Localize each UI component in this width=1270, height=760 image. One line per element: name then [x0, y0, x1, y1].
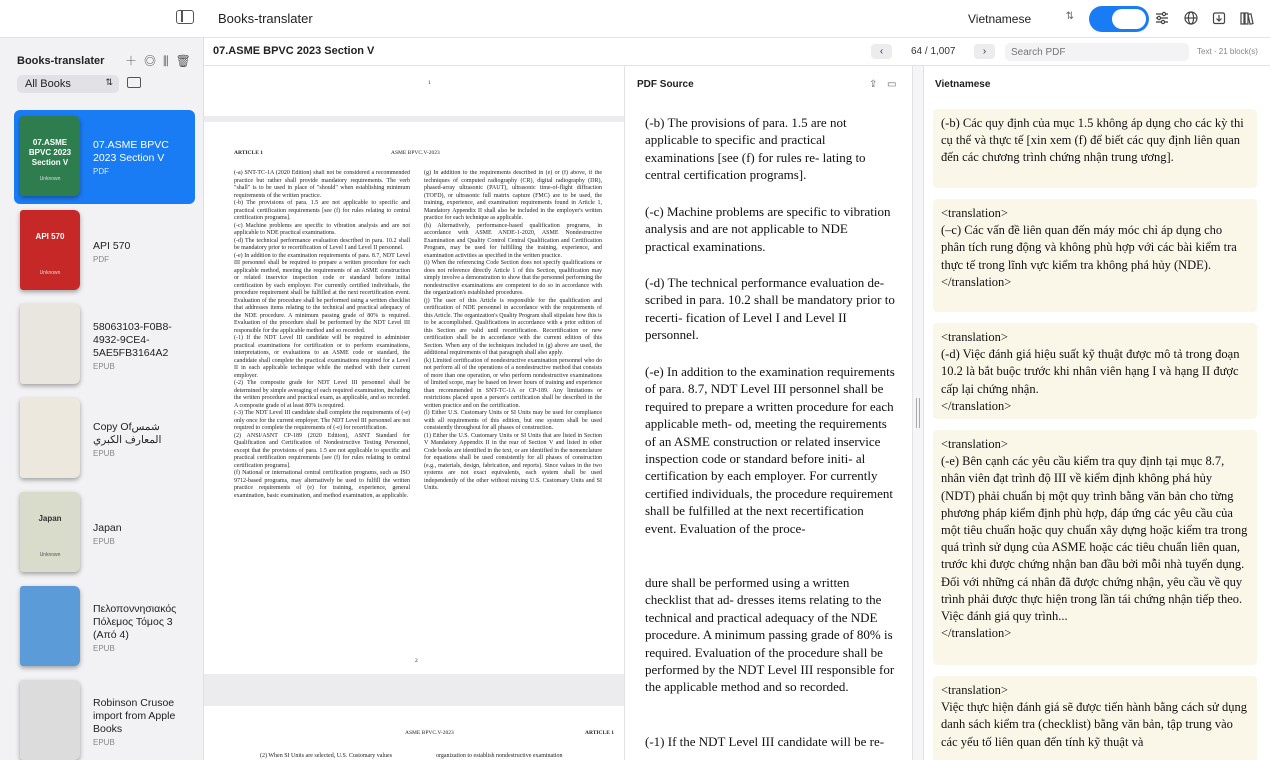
book-item[interactable]	[14, 110, 195, 204]
translation-text: (-b) Các quy định của mục 1.5 không áp dụng cho các kỳ thi cụ thể và thực tế [xin xem (f) để biết các quy định liên quan đến các chương trình chứng nhận trung ương].	[941, 116, 1247, 165]
book-title: API 570	[93, 239, 131, 252]
document-title: 07.ASME BPVC 2023 Section V	[213, 45, 375, 57]
page-number: 2	[415, 658, 418, 664]
page-header-right: ARTICLE 1	[585, 730, 614, 736]
book-cover-title: 07.ASME BPVC 2023 Section V	[28, 138, 72, 167]
pdf-right-column: (g) In addition to the requirements described in (e) or (f) above, if the techniques of computed radiography (CR), digital radiography (DR), phased-array ultrasonic (PAUT), ultrasonic time-of-flight diffraction (TOFD), or ultrasonic full matrix capture (FMC) are to be used, the training, experience, and examination requirements found in Article 1, Mandatory Appendix II shall also be included in the employer's written practice for each technique as applicable. (h) Alternatively, performance-based qualification programs, in accordance with ASME ANDE-1-2020, ASME Nondestructive Examination and Quality Control Central Qualification and Certification Program, may be used for fulfilling the training, experience, and examination activities as specified in the written practice. (i) When the referencing Code Section does not specify qualifications or does not reference directly Article 1 of this Section, qualification may simply involve a demonstration to show that the personnel performing the nondestructive examinations are competent to do so in accordance with the organization's established procedures. (j) The user of this Article is responsible for the qualification and certification of NDE personnel in accordance with the requirements of this Article. The organization's Quality Program shall stipulate how this is to be accomplished. Qualifications in accordance with a prior edition of this Section are valid until recertification. Recertification or new certification shall be in accordance with the current edition of this Section. When any of the techniques included in (g) above are used, the additional requirements of that paragraph shall also apply. (k) Limited certification of nondestructive examination personnel who do not perform all of the operations of a nondestructive method that consists of more than one operation, or who perform nondestructive examinations of limited scope, may be based on fewer hours of training and experience than recommended in SNT-TC-1A or CP-189. Any limitations or restrictions placed upon a person's certification shall be described in the written practice and on the certification. (l) Either U.S. Customary Units or SI Units may be used for compliance with all requirements of this edition, but one system shall be used consistently throughout for all phases of construction. (1) Either the U.S. Customary Units or SI Units that are listed in Section V Mandatory Appendix II in the rear of Section V and listed in other Code books are identified in the text, or are identified in the nomenclature for equations shall be used consistently for all phases of construction (e.g., materials, design, fabrication, and reports). Since values in the two systems are not exact equivalents, each system shall be used independently of the other without mixing U.S. Customary Units and SI Units.	[424, 170, 602, 491]
share-icon[interactable]: ⇪	[869, 79, 878, 90]
book-cover-author: Unknown	[39, 176, 61, 182]
translation-card[interactable]	[933, 430, 1257, 665]
globe-icon[interactable]	[1182, 10, 1200, 28]
book-format: EPUB	[93, 536, 115, 546]
translation-card[interactable]	[933, 676, 1257, 760]
translate-toggle[interactable]	[1089, 6, 1149, 32]
grip-icon	[916, 398, 920, 428]
source-paragraph: (-c) Machine problems are specific to vibration analysis and are not applicable to NDE practical examinations.	[645, 204, 891, 254]
books-icon[interactable]: ⫼	[163, 54, 176, 68]
book-cover	[20, 210, 80, 290]
translation-text: <translation> (–c) Các vấn đề liên quan đến máy móc chỉ áp dụng cho phân tích rung động và không phù hợp với các bài kiểm tra thực tế trong lĩnh vực kiểm tra không phá hủy (NDE). </translation>	[941, 206, 1237, 289]
globe-small-icon[interactable]: ◎	[144, 54, 164, 68]
pdf-left-column: (-a) SNT-TC-1A (2020 Edition) shall not be considered a recommended practice but rather shall provide mandatory requirements. The verb "shall" is to be used in place of "should" when establishing minimum requirements of the written practice. (-b) The provisions of para. 1.5 are not applicable to specific and practical certification requirements [see (f) for rules relating to central certification programs]. (-c) Machine problems are specific to vibration analysis and are not applicable to NDE practical examinations. (-d) The technical performance evaluation described in para. 10.2 shall be mandatory prior to recertification of Level I and Level II personnel. (-e) In addition to the examination requirements of para. 8.7, NDT Level III personnel shall be required to prepare a written procedure for each applicable method, meeting the requirements of an ASME construction or related inservice inspection code or standard before initial certification by each employer. For currently certified individuals, the procedure requirement shall be fulfilled at the next recertification event. Evaluation of the procedure shall be performed using a written checklist that addresses items relating to the technical and practical adequacy of the NDE procedure. A minimum passing grade of 80% is required. Evaluation of the procedure shall be performed by the NDT Level III responsible for the applicable method and so recorded. (-1) If the NDT Level III candidate will be required to administer practical examinations for certification or to perform examinations, interpretations, or evaluations to an ASME code or standard, the candidate shall complete the practical examinations required for a Level II in each applicable technique while the method with their current employer. (-2) The composite grade for NDT Level III personnel shall be determined by simple averaging of each required examination, including the written procedure and practical exam, as applicable, and so recorded. A composite grade of at least 80% is required. (-3) The NDT Level III candidate shall complete the requirements of (-e) only once for the current employer. The NDT Level III personnel are not required to complete the requirements of (-e) for recertification. (2) ANSI/ASNT CP-189 (2020 Edition), ASNT Standard for Qualification and Certification of Nondestructive Testing Personnel, except that the provisions of para. 1.5 are not applicable to specific and practical certification requirements [see (f) for rules relating to central certification programs]. (f) National or international central certification programs, such as ISO 9712-based programs, may alternatively be used to fulfill the written practice requirements of (e) for training, experience, general examination, basic examination, and method examination, as applicable.	[234, 170, 410, 499]
source-paragraph: (-b) The provisions of para. 1.5 are not applicable to specific and practical examinations [see (f) for rules re- lating to central certification programs].	[645, 115, 866, 183]
panel-toggle-icon[interactable]: ▭	[887, 79, 897, 90]
translation-text: <translation> (-e) Bên cạnh các yêu cầu kiểm tra quy định tại mục 8.7, nhân viên đạt trình độ III về kiểm định không phá hủy (NDT) phải chuẩn bị một quy trình bằng văn bản cho từng phương pháp kiểm định phù hợp, đáp ứng các yêu cầu của một tiêu chuẩn hoặc quy chuẩn xây dựng hoặc kiểm tra trong quá trình sử dụng của ASME hoặc các tiêu chuẩn liên quan, trước khi được chứng nhận ban đầu bởi mỗi nhà tuyển dụng. Đối với những cá nhân đã được chứng nhận, yêu cầu về quy trình phải được thực hiện trong lần tái chứng nhận tiếp theo. Việc đánh giá quy trình... </translation>	[941, 437, 1248, 641]
sidebar-title: Books-translater	[17, 55, 105, 67]
next-page-button[interactable]: ›	[974, 44, 995, 59]
book-item[interactable]	[14, 674, 195, 760]
download-icon[interactable]	[1210, 10, 1228, 28]
document-header	[204, 38, 1270, 66]
source-paragraph: (-1) If the NDT Level III candidate will be re-	[645, 734, 885, 749]
toggle-knob	[1112, 9, 1146, 29]
up-down-chevron-icon: ⇅	[105, 77, 113, 87]
source-paragraph: dure shall be performed using a written checklist that ad- dresses items relating to the technical and practical adequacy of the NDE procedure. A minimum passing grade of 80% is required. Evaluation of the procedure shall be performed by the NDT Level III responsible for the applicable method and so recorded.	[645, 575, 895, 695]
translation-text: <translation> (-d) Việc đánh giá hiệu suất kỹ thuật được mô tả trong đoạn 10.2 là bắt buộc trước khi nhân viên hạng I và hạng II được cấp lại chứng nhận. </translation>	[941, 330, 1240, 413]
language-select-value: Vietnamese	[968, 12, 1032, 26]
trash-icon[interactable]: 🗑	[175, 54, 198, 68]
library-icon[interactable]	[1238, 10, 1256, 28]
book-cover	[20, 398, 80, 478]
book-filter-value: All Books	[25, 78, 71, 90]
page-counter: 64 / 1,007	[911, 46, 956, 57]
page-header-left: ARTICLE 1	[234, 150, 263, 156]
sidebar-toggle-icon[interactable]	[176, 10, 194, 24]
book-cover	[20, 492, 80, 572]
previous-page-button[interactable]: ‹	[871, 44, 892, 59]
language-select[interactable]	[960, 7, 1080, 31]
source-paragraph: (-e) In addition to the examination requirements of para. 8.7, NDT Level III personnel shall be required to prepare a written procedure for each applicable meth- od, meeting the requirements of an ASME construction or related inservice inspection code or standard before initi- al certification by each employer. For currently certified individuals, the procedure requirement shall be fulfilled at the next recertification event. Evaluation of the proce-	[645, 364, 895, 536]
book-item[interactable]	[14, 486, 195, 580]
pdf-left-fragment: (2) When SI Units are selected, U.S. Customary values	[260, 753, 393, 759]
blocks-info: Text · 21 block(s)	[1197, 47, 1258, 56]
page-header-right: ASME BPVC.V-2023	[391, 150, 440, 156]
app-title: Books-translater	[218, 11, 313, 26]
book-format: EPUB	[93, 643, 115, 653]
book-format: EPUB	[93, 737, 115, 747]
translation-text: <translation> Việc thực hiện đánh giá sẽ được tiến hành bằng cách sử dụng danh sách kiểm tra (checklist) bằng văn bản, tập trung vào các yếu tố liên quan đến tính kỹ thuật và	[941, 683, 1247, 749]
book-item[interactable]	[14, 392, 195, 486]
pdf-page-1	[204, 66, 624, 116]
book-item[interactable]	[14, 298, 195, 392]
book-cover-author: Unknown	[39, 552, 61, 558]
up-down-chevron-icon: ⇅	[1065, 11, 1074, 22]
page-number: 1	[428, 80, 431, 86]
book-cover-author: Unknown	[39, 270, 61, 276]
source-pane	[624, 66, 912, 760]
book-cover	[20, 680, 80, 760]
book-cover-title: API 570	[35, 232, 65, 241]
translation-pane-title: Vietnamese	[935, 79, 991, 90]
translation-card[interactable]	[933, 109, 1257, 188]
sliders-icon[interactable]	[1153, 10, 1171, 28]
book-cover	[20, 116, 80, 196]
pdf-preview[interactable]	[204, 66, 624, 760]
source-paragraph: (-d) The technical performance evaluation de- scribed in para. 10.2 shall be mandatory prior to recerti- fication of Level I and Level II personnel.	[645, 275, 895, 343]
book-title: Copy Ofشمس المعارف الكبري	[93, 421, 162, 446]
book-item[interactable]	[14, 204, 195, 298]
sidebar-actions	[125, 52, 198, 69]
add-folder-icon[interactable]	[127, 77, 141, 88]
top-toolbar	[0, 0, 1270, 38]
book-format: EPUB	[93, 449, 115, 458]
book-format: PDF	[93, 254, 109, 264]
pdf-search-input[interactable]	[1005, 43, 1189, 61]
book-format: EPUB	[93, 361, 115, 371]
book-filter-select[interactable]	[17, 75, 119, 93]
library-sidebar	[0, 38, 204, 760]
book-title: Robinson Crusoe import from Apple Books	[93, 696, 176, 735]
page-header-left: ASME BPVC.V-2023	[405, 730, 454, 736]
book-cover-title: Japan	[38, 514, 62, 523]
source-pane-title: PDF Source	[637, 79, 694, 90]
pane-resize-handle[interactable]	[912, 66, 924, 760]
book-cover	[20, 304, 80, 384]
book-item[interactable]	[14, 580, 195, 674]
book-title: Japan	[93, 521, 122, 534]
book-format: PDF	[93, 167, 109, 176]
add-icon[interactable]: ＋	[125, 54, 145, 68]
book-cover	[20, 586, 80, 666]
pdf-right-fragment: organization to establish nondestructive examination	[436, 753, 563, 759]
translation-pane	[924, 66, 1270, 760]
book-title: 07.ASME BPVC 2023 Section V	[93, 139, 169, 164]
translation-card[interactable]	[933, 323, 1257, 419]
pdf-page-3	[204, 706, 624, 760]
translation-card[interactable]	[933, 199, 1257, 312]
pdf-page-2	[204, 122, 624, 674]
book-title: 58063103-F0B8-4932-9CE4-5AE5FB3164A2	[93, 320, 172, 359]
book-title: Πελοποννησιακός Πόλεμος Τόμος 3 (Από 4)	[93, 602, 177, 641]
